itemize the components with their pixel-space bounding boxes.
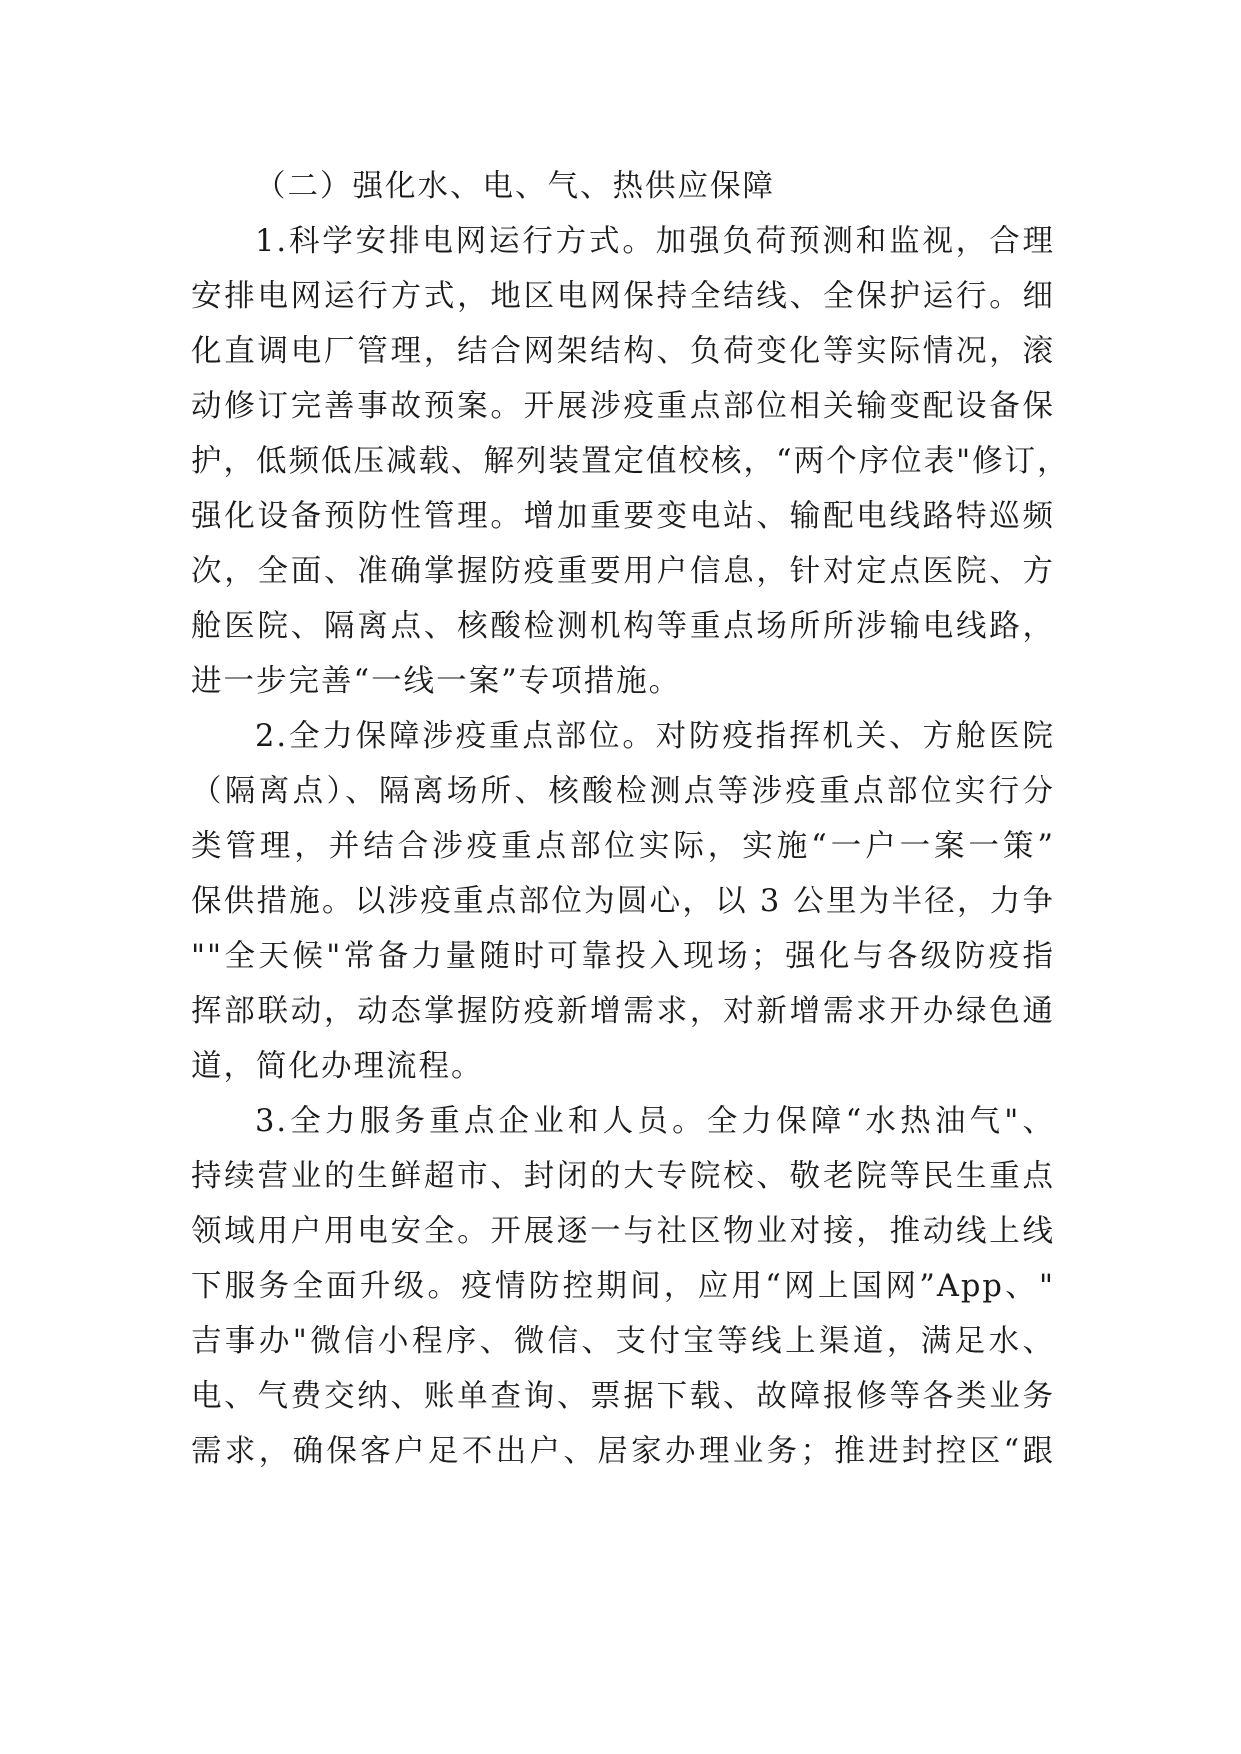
paragraph-1-line-3: 化直调电厂管理，结合网架结构、负荷变化等实际情况，滚 xyxy=(191,334,1055,369)
paragraph-3-line-1: 3.全力服务重点企业和人员。全力保障“水热油气"、 xyxy=(255,1104,1055,1139)
paragraph-1-line-6: 强化设备预防性管理。增加重要变电站、输配电线路特巡频 xyxy=(191,499,1055,534)
paragraph-1-line-7: 次，全面、准确掌握防疫重要用户信息，针对定点医院、方 xyxy=(191,554,1055,589)
paragraph-3-line-4: 下服务全面升级。疫情防控期间，应用“网上国网”App、" xyxy=(191,1269,1055,1304)
paragraph-3-line-5: 吉事办"微信小程序、微信、支付宝等线上渠道，满足水、 xyxy=(191,1324,1055,1359)
section-heading: （二）强化水、电、气、热供应保障 xyxy=(255,169,775,204)
paragraph-2-line-5: ""全天候"常备力量随时可靠投入现场；强化与各级防疫指 xyxy=(191,939,1055,974)
document-body xyxy=(191,159,1070,1479)
paragraph-1-line-2: 安排电网运行方式，地区电网保持全结线、全保护运行。细 xyxy=(191,279,1055,314)
paragraph-3-line-6: 电、气费交纳、账单查询、票据下载、故障报修等各类业务 xyxy=(191,1379,1055,1414)
paragraph-1-line-9: 进一步完善“一线一案”专项措施。 xyxy=(191,664,682,699)
paragraph-3-line-7: 需求，确保客户足不出户、居家办理业务；推进封控区“跟 xyxy=(191,1434,1055,1469)
paragraph-2-line-7: 道，简化办理流程。 xyxy=(191,1049,484,1084)
paragraph-1-line-1: 1.科学安排电网运行方式。加强负荷预测和监视，合理 xyxy=(255,224,1055,259)
paragraph-1-line-5: 护，低频低压减载、解列装置定值校核，“两个序位表"修订， xyxy=(191,444,1070,479)
paragraph-2-line-1: 2.全力保障涉疫重点部位。对防疫指挥机关、方舱医院 xyxy=(255,719,1055,754)
paragraph-3-line-2: 持续营业的生鲜超市、封闭的大专院校、敬老院等民生重点 xyxy=(191,1159,1055,1194)
paragraph-3-line-3: 领域用户用电安全。开展逐一与社区物业对接，推动线上线 xyxy=(191,1214,1055,1249)
paragraph-2-line-4: 保供措施。以涉疫重点部位为圆心，以 3 公里为半径，力争 xyxy=(191,884,1055,919)
paragraph-1-line-8: 舱医院、隔离点、核酸检测机构等重点场所所涉输电线路， xyxy=(191,609,1055,644)
paragraph-2-line-3: 类管理，并结合涉疫重点部位实际，实施“一户一案一策” xyxy=(191,829,1055,864)
paragraph-1-line-4: 动修订完善事故预案。开展涉疫重点部位相关输变配设备保 xyxy=(191,389,1055,424)
paragraph-2-line-6: 挥部联动，动态掌握防疫新增需求，对新增需求开办绿色通 xyxy=(191,994,1055,1029)
paragraph-2-line-2: （隔离点）、隔离场所、核酸检测点等涉疫重点部位实行分 xyxy=(191,774,1055,809)
